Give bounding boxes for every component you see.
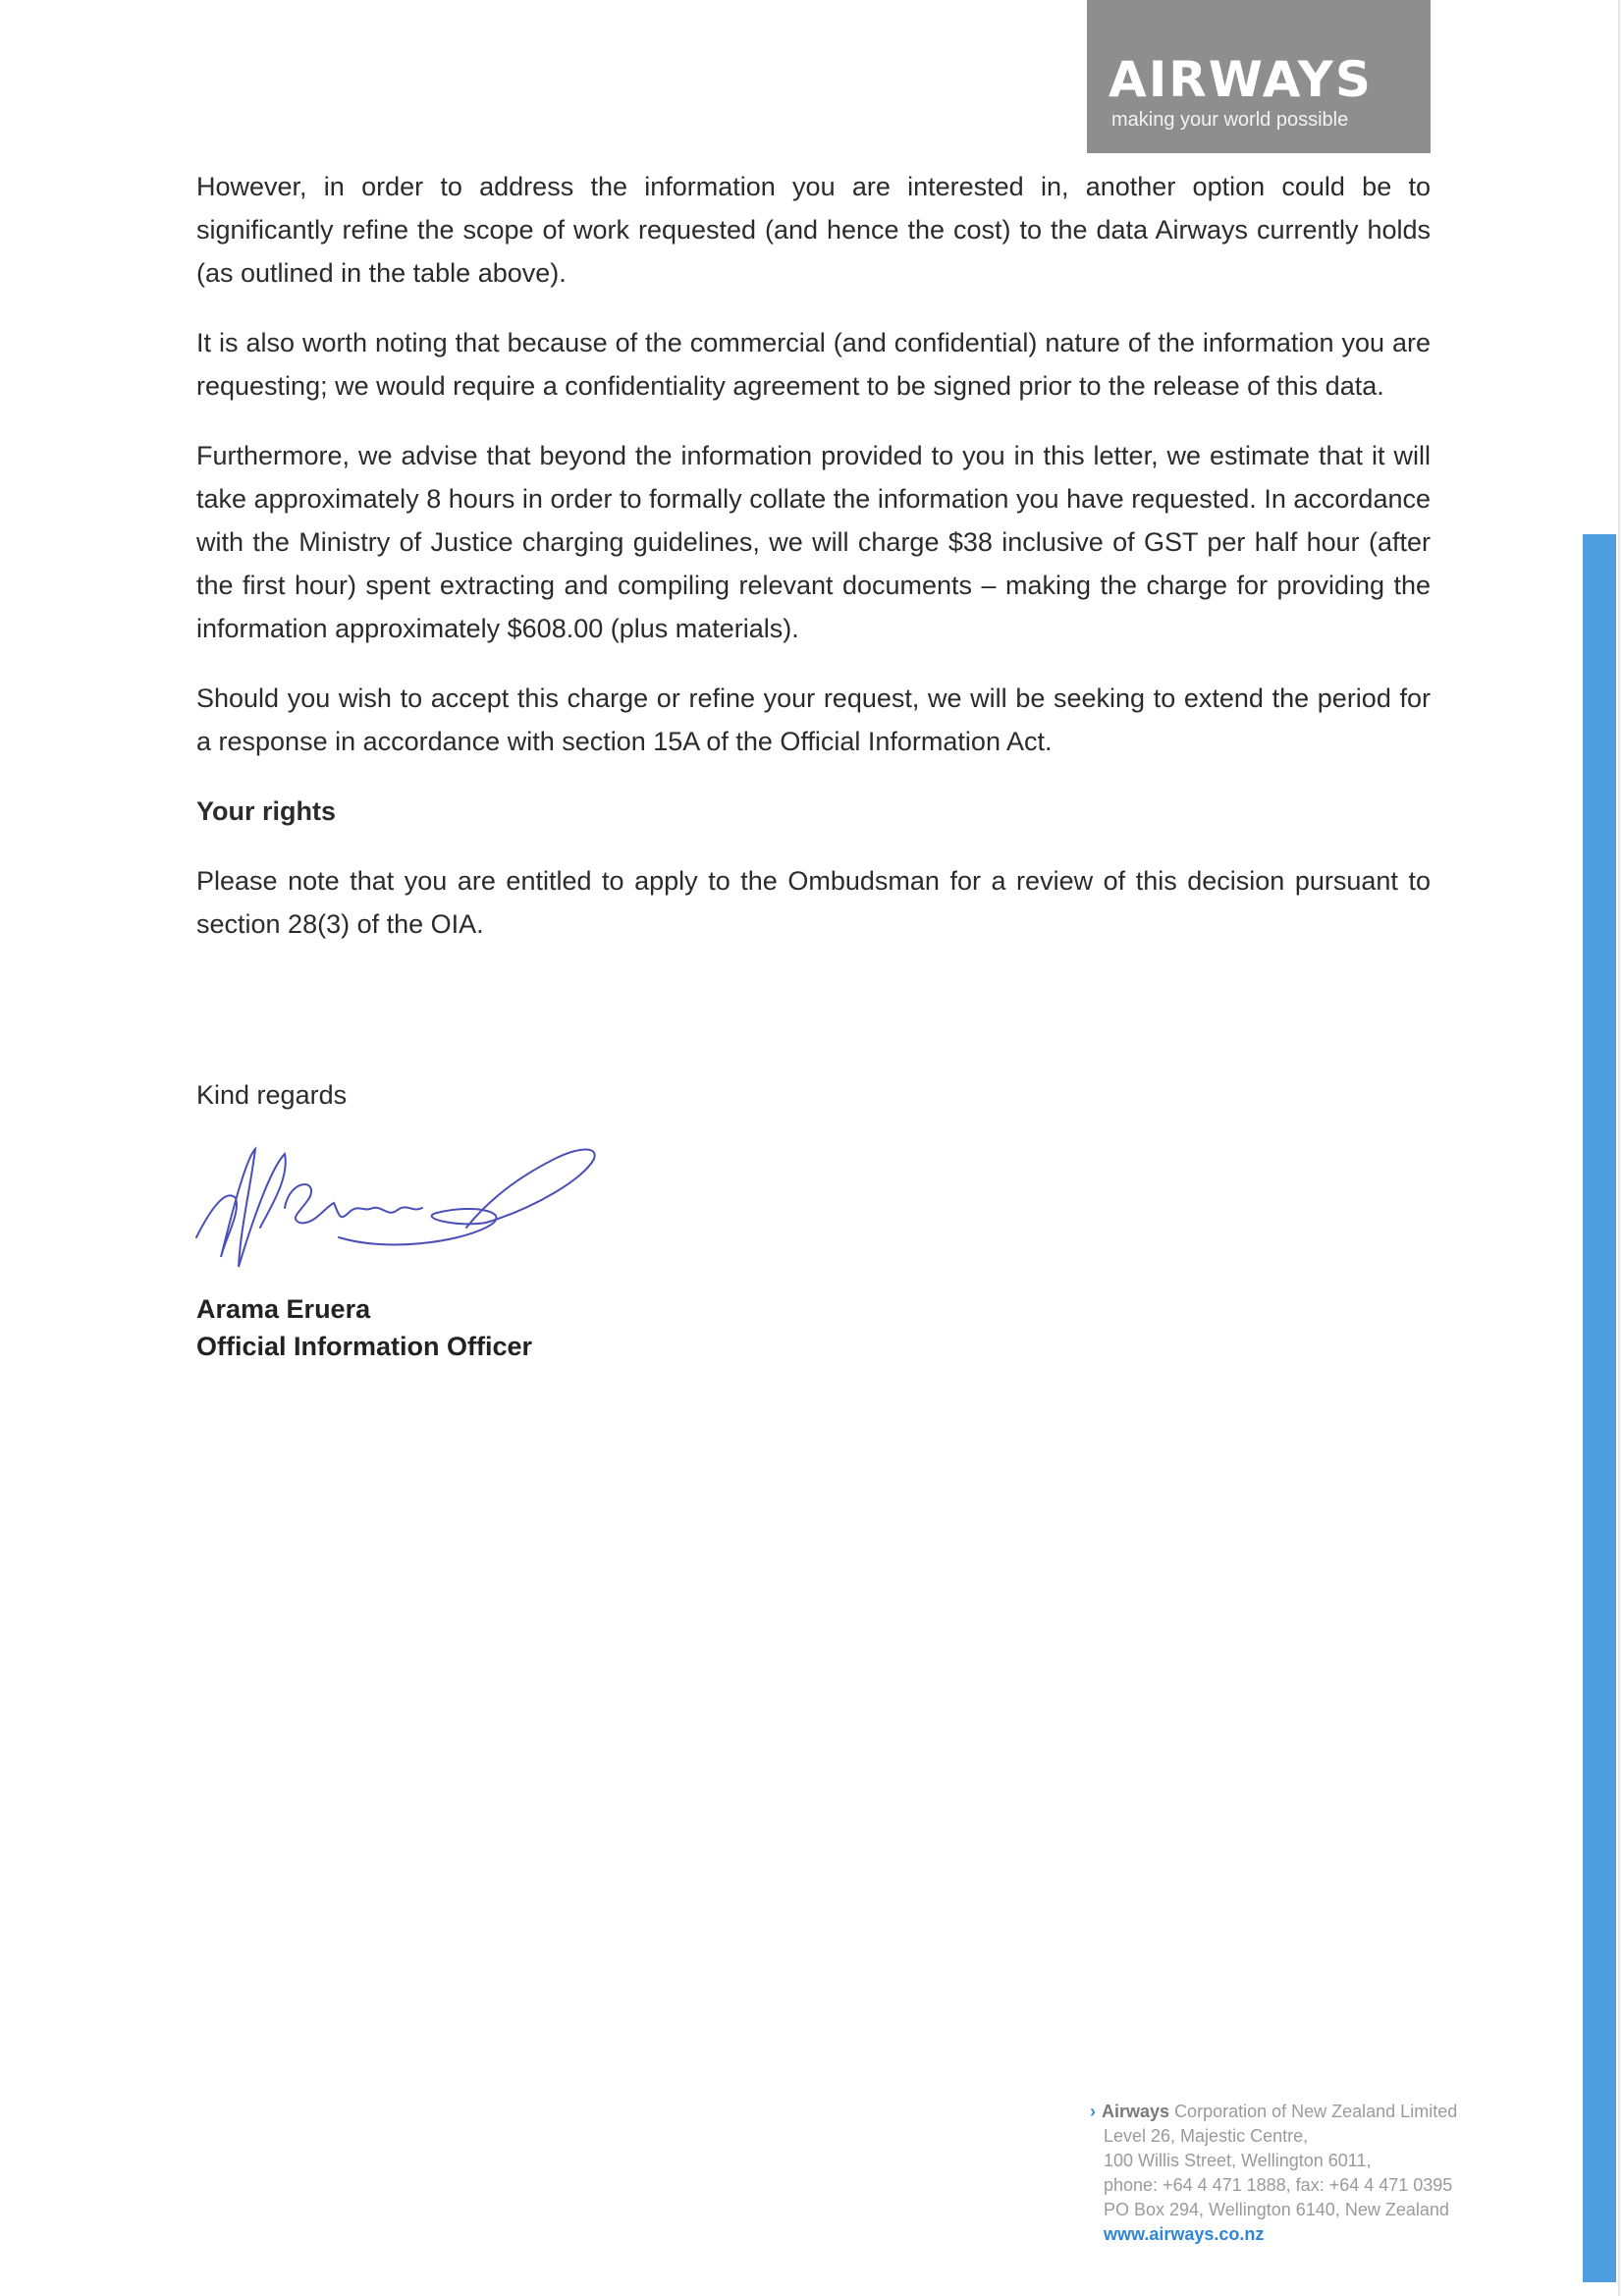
company-footer	[1090, 2100, 1457, 2247]
footer-website-link[interactable]: www.airways.co.nz	[1104, 2224, 1265, 2244]
footer-street-line: 100 Willis Street, Wellington 6011,	[1104, 2151, 1372, 2170]
logo-tagline: making your world possible	[1111, 109, 1349, 131]
footer-company-line	[1090, 2100, 1457, 2124]
signer-name: Arama Eruera	[196, 1294, 371, 1324]
chevron-right-icon: ›	[1090, 2102, 1096, 2121]
footer-company-bold: Airways	[1102, 2102, 1170, 2121]
airways-logo	[1087, 0, 1431, 153]
signature-stroke	[285, 1184, 422, 1223]
paragraph-extension: Should you wish to accept this charge or refine your request, we will be seeking to extend the period for a response in accordance with section 15A of the Official Information Act.	[196, 683, 1431, 756]
letter-body	[196, 165, 1431, 972]
footer-pobox-line: PO Box 294, Wellington 6140, New Zealand	[1104, 2200, 1449, 2219]
paragraph-charges: Furthermore, we advise that beyond the information provided to you in this letter, we estimate that it will take approximately 8 hours in order to formally collate the information you have requested. In accordance with the Ministry of Justice charging guidelines, we will charge $38 inclusive of GST per half hour (after the first hour) spent extracting and compiling relevant documents – making the charge for providing the information approximately $608.00 (plus materials).	[196, 441, 1431, 643]
paragraph-rights: Please note that you are entitled to apply to the Ombudsman for a review of this decision pursuant to section 28(3) of the OIA.	[196, 866, 1431, 939]
logo-wordmark: AIRWAYS	[1109, 51, 1373, 108]
decorative-blue-bar	[1583, 534, 1616, 2282]
rights-heading: Your rights	[196, 796, 337, 826]
paragraph-confidentiality: It is also worth noting that because of the commercial (and confidential) nature of the information you are requesting; we would require a confidentiality agreement to be signed prior to the release of this data.	[196, 328, 1431, 401]
handwritten-signature	[191, 1120, 623, 1286]
footer-address-line: Level 26, Majestic Centre,	[1104, 2126, 1309, 2146]
closing-salutation: Kind regards	[196, 1080, 348, 1110]
signature-stroke	[339, 1150, 595, 1245]
signer-title: Official Information Officer	[196, 1332, 533, 1361]
paragraph-refine-scope: However, in order to address the information you are interested in, another option could be to significantly refine the scope of work requested (and hence the cost) to the data Airways currently holds (as outlined in the table above).	[196, 172, 1431, 288]
footer-company-rest: Corporation of New Zealand Limited	[1174, 2102, 1458, 2121]
page-edge-line	[1618, 0, 1620, 2296]
signature-stroke	[196, 1149, 286, 1267]
footer-phone-line: phone: +64 4 471 1888, fax: +64 4 471 0395	[1104, 2175, 1453, 2195]
